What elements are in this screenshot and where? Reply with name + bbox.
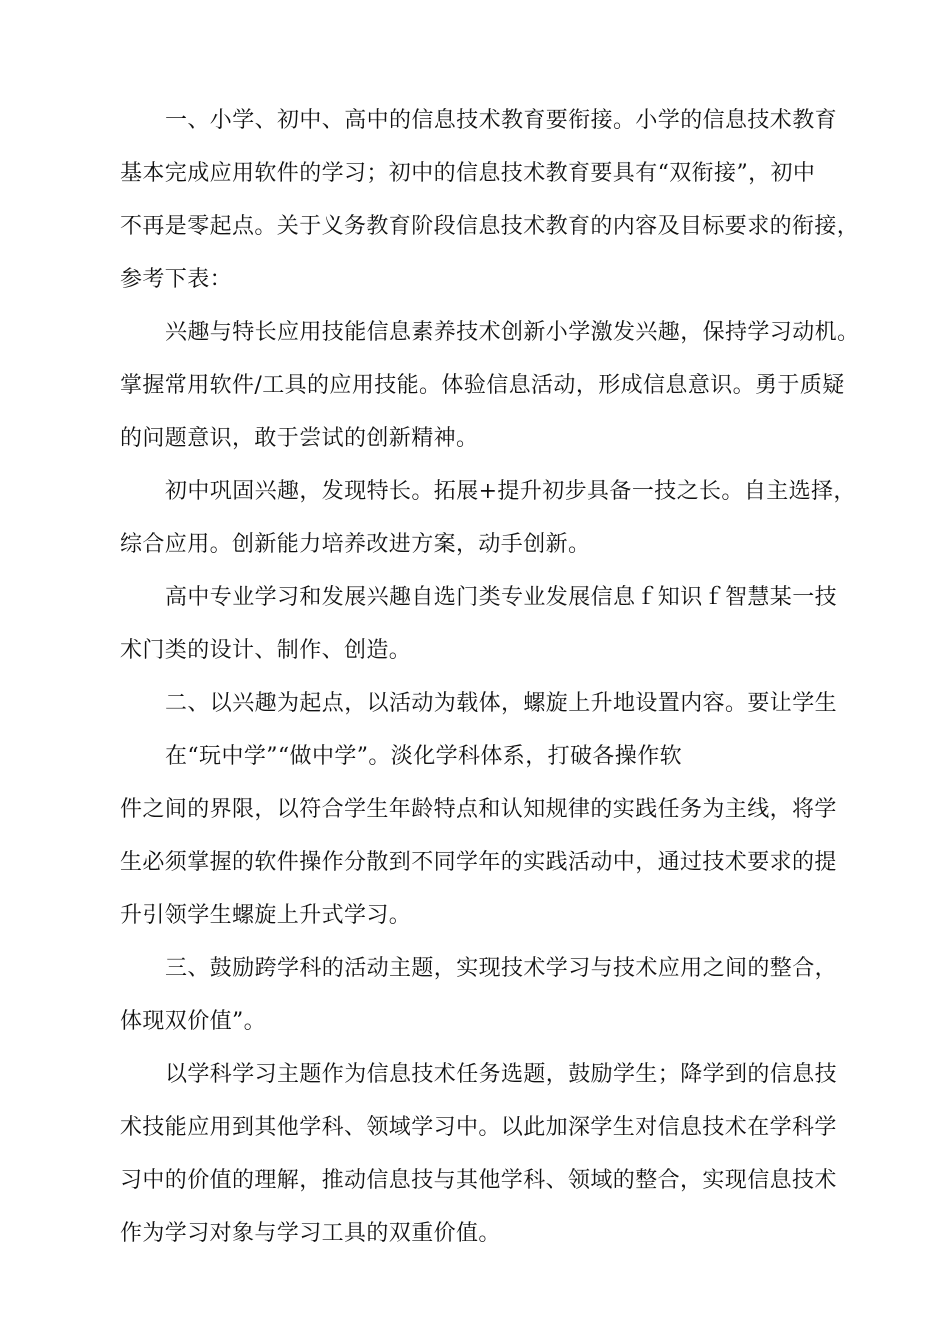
text-line: 体现双价值”。	[120, 1009, 267, 1034]
text-line: 三、鼓励跨学科的活动主题，实现技术学习与技术应用之间的整合，	[165, 956, 838, 981]
text-line: 在“玩中学”“做中学”。淡化学科体系，打破各操作软	[165, 744, 682, 769]
text-line: 升引领学生螺旋上升式学习。	[120, 903, 412, 928]
text-line: 不再是零起点。关于义务教育阶段信息技术教育的内容及目标要求的衔接，	[120, 214, 860, 239]
text-line: 掌握常用软件/工具的应用技能。体验信息活动，形成信息意识。勇于质疑	[120, 373, 845, 398]
text-line: 高中专业学习和发展兴趣自选门类专业发展信息ｆ知识ｆ智慧某一技	[165, 585, 838, 610]
text-line: 术技能应用到其他学科、领域学习中。以此加深学生对信息技术在学科学	[120, 1115, 837, 1140]
text-line: 基本完成应用软件的学习；初中的信息技术教育要具有“双衔接”，初中	[120, 161, 816, 186]
text-line: 术门类的设计、制作、创造。	[120, 638, 412, 663]
text-line: 一、小学、初中、高中的信息技术教育要衔接。小学的信息技术教育	[165, 108, 838, 133]
text-line: 习中的价值的理解，推动信息技与其他学科、领域的整合，实现信息技术	[120, 1168, 837, 1193]
text-line: 生必须掌握的软件操作分散到不同学年的实践活动中，通过技术要求的提	[120, 850, 837, 875]
text-line: 兴趣与特长应用技能信息素养技术创新小学激发兴趣，保持学习动机。	[165, 320, 860, 345]
text-line: 综合应用。创新能力培养改进方案，动手创新。	[120, 532, 591, 557]
text-line: 以学科学习主题作为信息技术任务选题，鼓励学生；降学到的信息技	[165, 1062, 838, 1087]
text-line: 二、以兴趣为起点，以活动为载体，螺旋上升地设置内容。要让学生	[165, 691, 838, 716]
text-line: 参考下表：	[120, 267, 233, 292]
text-line: 件之间的界限，以符合学生年龄特点和认知规律的实践任务为主线，将学	[120, 797, 837, 822]
text-line: 初中巩固兴趣，发现特长。拓展+提升初步具备一技之长。自主选择，	[165, 479, 856, 504]
text-line: 的问题意识，敢于尝试的创新精神。	[120, 426, 479, 451]
text-line: 作为学习对象与学习工具的双重价值。	[120, 1221, 501, 1246]
